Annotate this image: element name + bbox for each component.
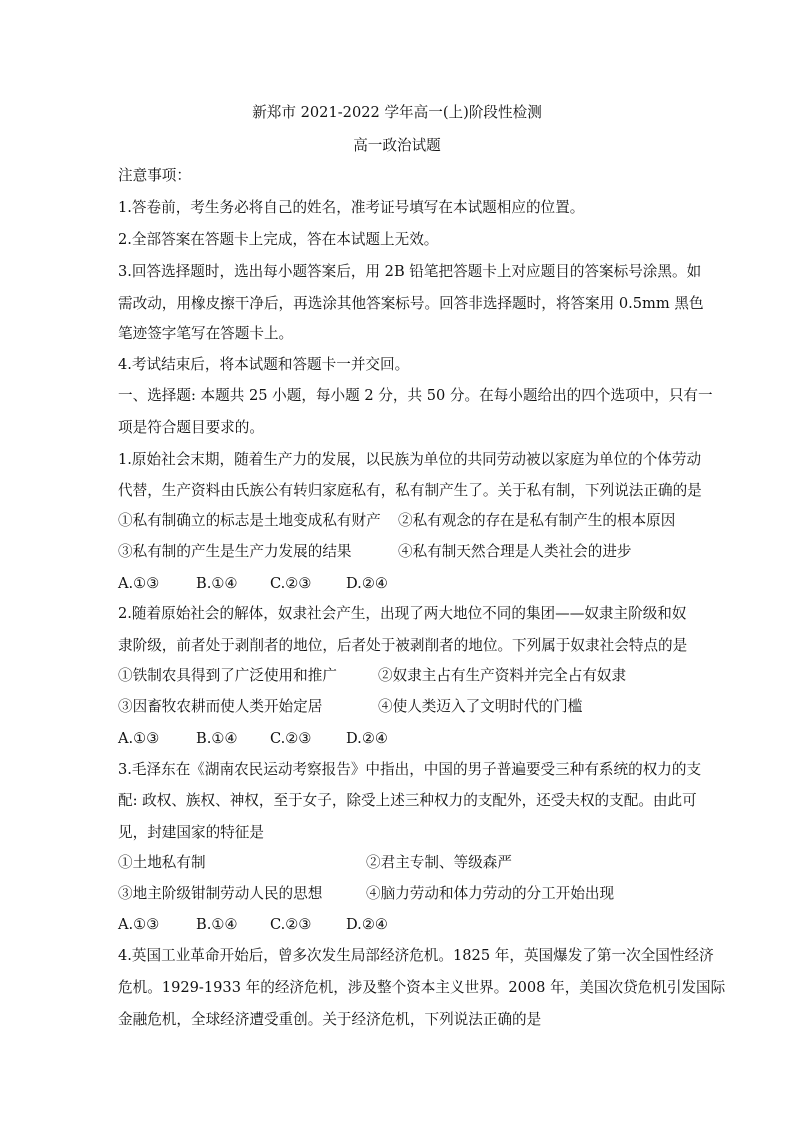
- q1-option-4: ④私有制天然合理是人类社会的进步: [398, 543, 632, 560]
- q1-answer-a: A.①③: [118, 575, 160, 592]
- notice-item-3-line-1: 3.回答选择题时，选出每小题答案后，用 2B 铅笔把答题卡上对应题目的答案标号涂黑。如: [118, 263, 702, 280]
- notice-item-4: 4.考试结束后，将本试题和答题卡一并交回。: [118, 356, 410, 373]
- q1-answer-b: B.①④: [196, 575, 238, 592]
- q2-answer-d: D.②④: [346, 730, 388, 747]
- q3-answer-b: B.①④: [196, 916, 238, 933]
- q4-stem-line-2: 危机。1929-1933 年的经济危机，涉及整个资本主义世界。2008 年，美国次贷危机引发国际: [118, 979, 726, 996]
- q1-option-2: ②私有观念的存在是私有制产生的根本原因: [398, 512, 676, 529]
- notice-item-3-line-2: 需改动，用橡皮擦干净后，再选涂其他答案标号。回答非选择题时，将答案用 0.5mm 黑色: [118, 295, 704, 312]
- exam-subtitle: 高一政治试题: [353, 137, 441, 154]
- q2-option-2: ②奴隶主占有生产资料并完全占有奴隶: [378, 667, 627, 684]
- section-heading-line-1: 一、选择题: 本题共 25 小题，每小题 2 分，共 50 分。在每小题给出的四个选项中，只有一: [118, 387, 713, 404]
- q3-option-1: ①土地私有制: [118, 854, 206, 871]
- q3-stem-line-1: 3.毛泽东在《湖南农民运动考察报告》中指出，中国的男子普遍要受三种有系统的权力的支: [118, 761, 702, 778]
- q1-stem-line-1: 1.原始社会末期，随着生产力的发展，以民族为单位的共同劳动被以家庭为单位的个体劳动: [118, 451, 702, 468]
- q2-stem-line-2: 隶阶级，前者处于剥削者的地位，后者处于被剥削者的地位。下列属于奴隶社会特点的是: [118, 637, 688, 654]
- q3-stem-line-2: 配: 政权、族权、神权，至于女子，除受上述三种权力的支配外，还受夫权的支配。由此可: [118, 792, 697, 809]
- q3-stem-line-3: 见，封建国家的特征是: [118, 824, 264, 841]
- q2-answer-a: A.①③: [118, 730, 160, 747]
- q1-answer-d: D.②④: [346, 575, 388, 592]
- exam-title: 新郑市 2021-2022 学年高一(上)阶段性检测: [252, 104, 542, 121]
- q1-stem-line-2: 代替，生产资料由氏族公有转归家庭私有，私有制产生了。关于私有制，下列说法正确的是: [118, 482, 702, 499]
- q4-stem-line-3: 金融危机，全球经济遭受重创。关于经济危机，下列说法正确的是: [118, 1011, 542, 1028]
- section-heading-line-2: 项是符合题目要求的。: [118, 419, 264, 436]
- q3-option-3: ③地主阶级钳制劳动人民的思想: [118, 885, 323, 902]
- q3-answer-a: A.①③: [118, 916, 160, 933]
- q2-answer-c: C.②③: [270, 730, 312, 747]
- notice-item-1: 1.答卷前，考生务必将自己的姓名，准考证号填写在本试题相应的位置。: [118, 199, 585, 216]
- q2-option-4: ④使人类迈入了文明时代的门槛: [378, 698, 583, 715]
- q3-option-4: ④脑力劳动和体力劳动的分工开始出现: [366, 885, 615, 902]
- notice-item-3-line-3: 笔迹签字笔写在答题卡上。: [118, 325, 294, 342]
- q2-answer-b: B.①④: [196, 730, 238, 747]
- notice-heading: 注意事项：: [118, 167, 191, 184]
- q1-option-3: ③私有制的产生是生产力发展的结果: [118, 543, 352, 560]
- q2-option-3: ③因畜牧农耕而使人类开始定居: [118, 698, 323, 715]
- q4-stem-line-1: 4.英国工业革命开始后，曾多次发生局部经济危机。1825 年，英国爆发了第一次全国性经济: [118, 947, 714, 964]
- q1-answer-c: C.②③: [270, 575, 312, 592]
- q1-option-1: ①私有制确立的标志是土地变成私有财产: [118, 512, 381, 529]
- q3-answer-c: C.②③: [270, 916, 312, 933]
- q3-option-2: ②君主专制、等级森严: [366, 854, 512, 871]
- notice-item-2: 2.全部答案在答题卡上完成，答在本试题上无效。: [118, 231, 439, 248]
- q2-stem-line-1: 2.随着原始社会的解体，奴隶社会产生，出现了两大地位不同的集团——奴隶主阶级和奴: [118, 605, 687, 622]
- q2-option-1: ①铁制农具得到了广泛使用和推广: [118, 667, 337, 684]
- q3-answer-d: D.②④: [346, 916, 388, 933]
